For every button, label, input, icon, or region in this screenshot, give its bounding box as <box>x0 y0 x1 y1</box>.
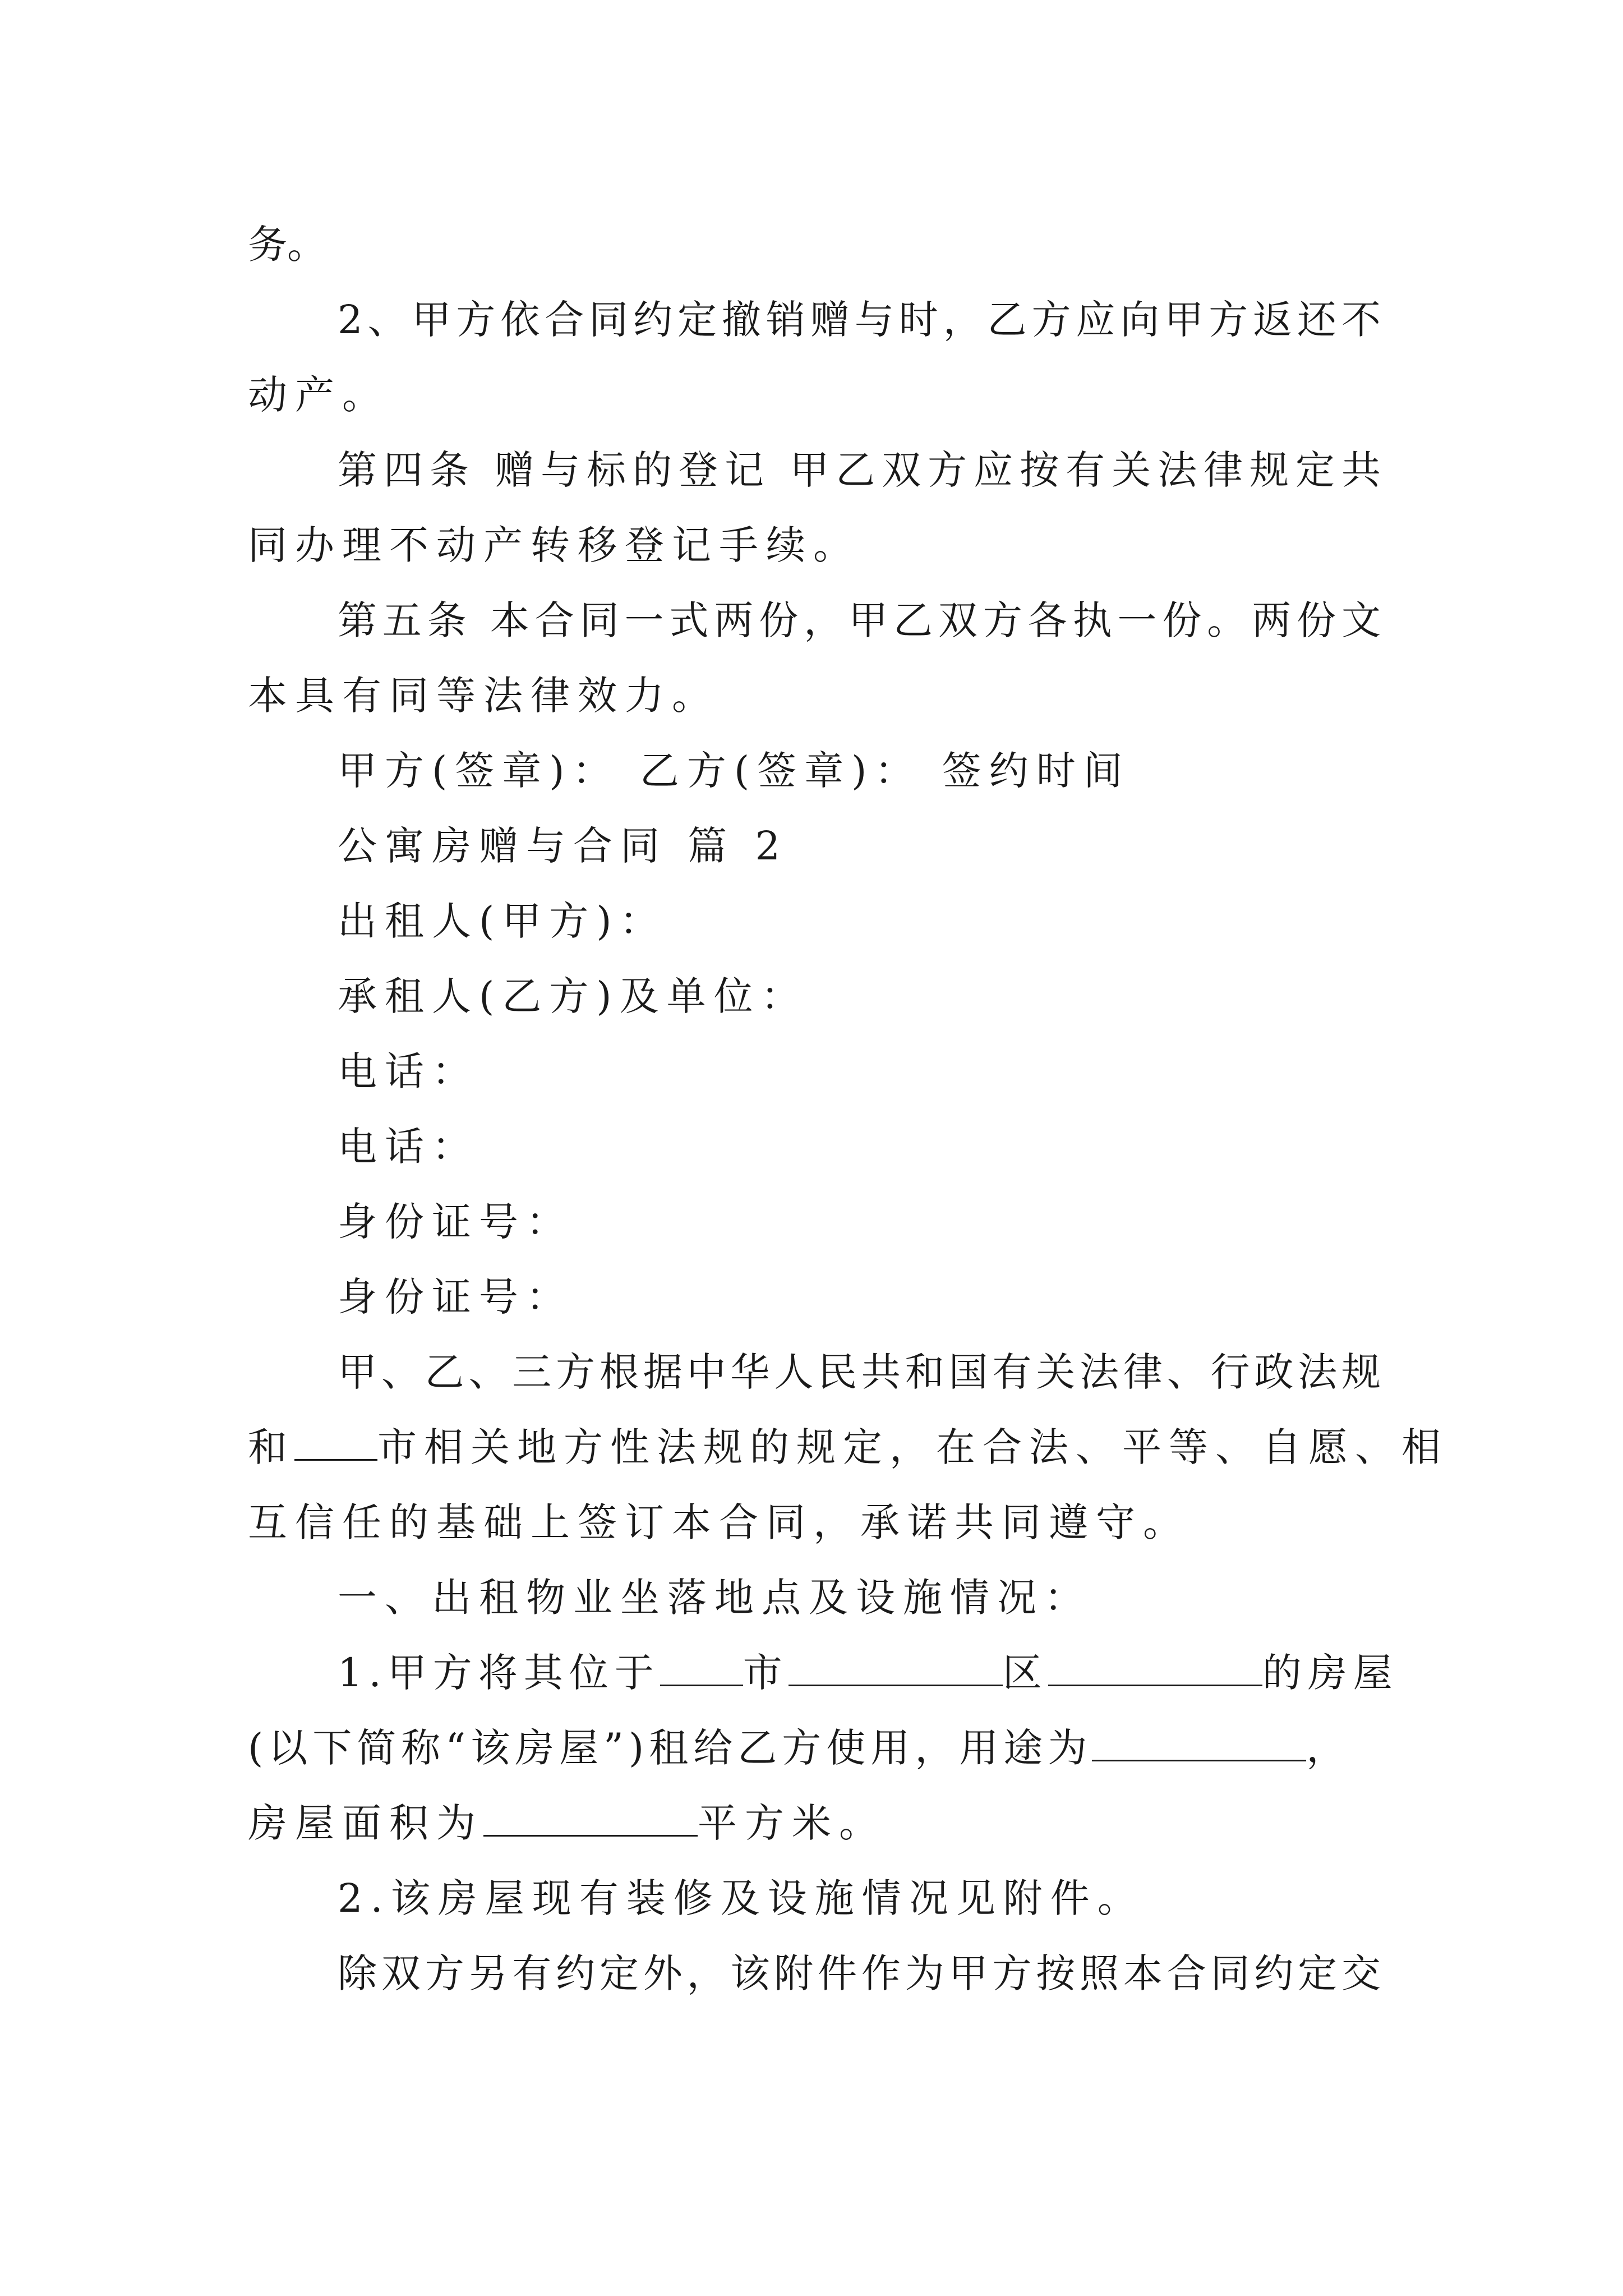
text-fragment: 区 <box>1002 1650 1048 1696</box>
form-label: 身份证号： <box>338 1274 573 1320</box>
text-line: 本具有同等法律效力。 <box>248 673 719 719</box>
form-label: 电话： <box>338 1048 479 1094</box>
form-label: 出租人(甲方)： <box>338 898 667 944</box>
text-line <box>248 1709 1381 1787</box>
text-fragment: 平方米。 <box>698 1800 886 1846</box>
text-line: 2.该房屋现有装修及设施情况见附件。 <box>338 1875 1145 1921</box>
fill-in-blank <box>660 1651 743 1686</box>
form-label: 身份证号： <box>338 1199 573 1245</box>
fill-in-blank <box>1092 1726 1306 1761</box>
text-line: 2、甲方依合同约定撤销赠与时，乙方应向甲方返还不 <box>338 297 1381 343</box>
text-line <box>338 1634 1470 1712</box>
text-line: 第四条 赠与标的登记 甲乙双方应按有关法律规定共 <box>338 447 1381 493</box>
text-fragment: 市相关地方性法规的规定，在合法、平等、自愿、相 <box>377 1424 1448 1470</box>
text-line <box>248 1784 1381 1862</box>
fill-in-blank <box>483 1801 698 1837</box>
form-label: 承租人(乙方)及单位： <box>338 973 808 1019</box>
text-fragment: 和 <box>248 1424 294 1470</box>
section-heading: 公寓房赠与合同 篇 2 <box>338 823 789 869</box>
clause-heading: 一、出租物业坐落地点及设施情况： <box>338 1575 1091 1621</box>
fill-in-blank <box>1048 1651 1262 1686</box>
text-line <box>248 1408 1448 1487</box>
text-fragment: 1.甲方将其位于 <box>338 1650 660 1696</box>
text-line: 动产。 <box>248 372 389 418</box>
fill-in-blank <box>789 1651 1003 1686</box>
text-fragment: 的房屋 <box>1262 1650 1399 1696</box>
fill-in-blank <box>294 1425 377 1461</box>
text-line: 互信任的基础上签订本合同，承诺共同遵守。 <box>248 1499 1190 1545</box>
text-fragment: ， <box>1306 1725 1351 1771</box>
signature-line: 甲方(签章)： 乙方(签章)： 签约时间 <box>338 748 1131 794</box>
text-line: 务。 <box>248 222 326 268</box>
text-line: 同办理不动产转移登记手续。 <box>248 522 860 568</box>
text-line: 甲、乙、三方根据中华人民共和国有关法律、行政法规 <box>338 1349 1381 1395</box>
text-fragment: (以下简称“该房屋”)租给乙方使用，用途为 <box>248 1725 1092 1771</box>
text-fragment: 房屋面积为 <box>248 1800 483 1846</box>
text-line: 第五条 本合同一式两份，甲乙双方各执一份。两份文 <box>338 597 1381 643</box>
form-label: 电话： <box>338 1124 479 1170</box>
text-fragment: 市 <box>743 1650 789 1696</box>
text-line: 除双方另有约定外，该附件作为甲方按照本合同约定交 <box>338 1950 1381 1996</box>
